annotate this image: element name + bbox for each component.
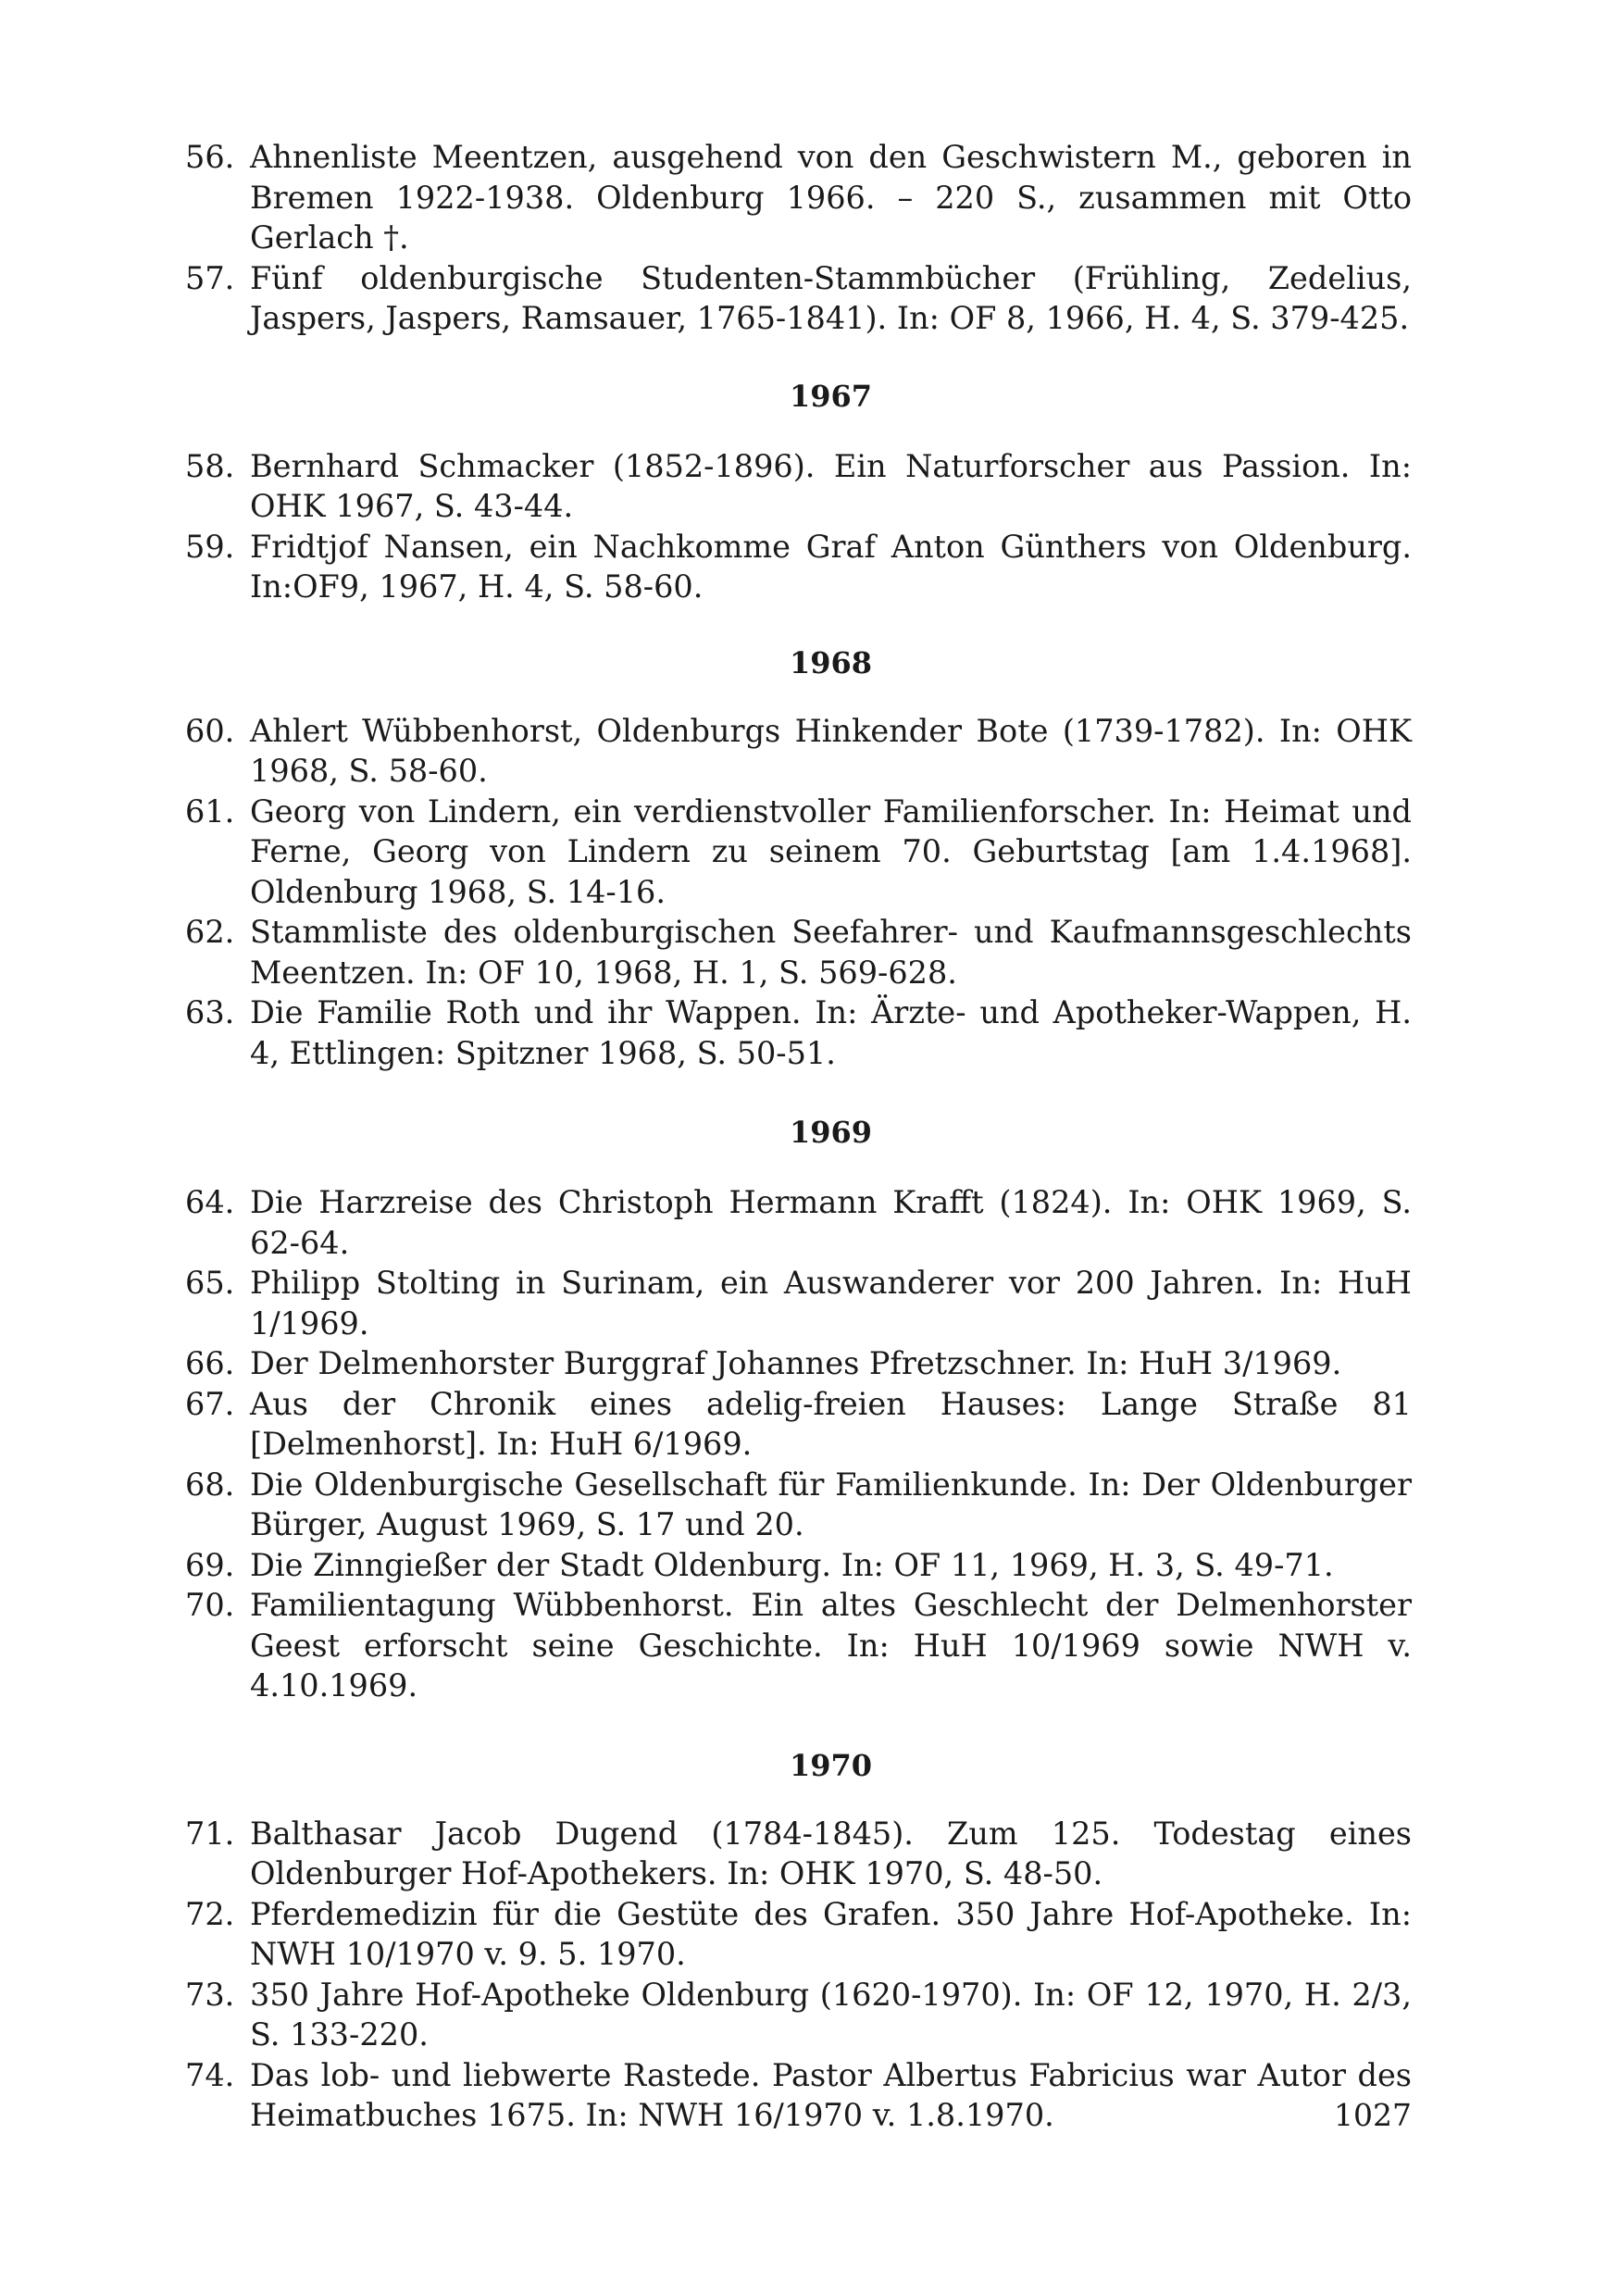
entry-text: Ahlert Wübbenhorst, Oldenburgs Hinkender Bote (1739-1782). In: OHK 1968, S. 58-60. xyxy=(250,712,1412,789)
entry-number: 68. xyxy=(185,1466,235,1503)
entry-text: Balthasar Jacob Dugend (1784-1845). Zum 125. Todestag eines Oldenburger Hof-Apothekers. In: OHK 1970, S. 48-50. xyxy=(250,1815,1412,1891)
entry-number: 60. xyxy=(185,712,235,749)
entry-text: Pferdemedizin für die Gestüte des Grafen. 350 Jahre Hof-Apotheke. In: NWH 10/1970 v. 9. 5. 1970. xyxy=(250,1895,1412,1972)
bibliography-page xyxy=(185,137,1412,2136)
entry-number: 65. xyxy=(185,1265,235,1301)
entry-number: 72. xyxy=(185,1895,235,1932)
entry-text: Die Oldenburgische Gesellschaft für Familienkunde. In: Der Oldenburger Bürger, August 1969, S. 17 und 20. xyxy=(250,1466,1412,1542)
entry-71 xyxy=(185,1814,1412,1894)
entry-number: 70. xyxy=(185,1587,235,1623)
entry-text: Die Zinngießer der Stadt Oldenburg. In: OF 11, 1969, H. 3, S. 49-71. xyxy=(250,1546,1334,1583)
entry-67 xyxy=(185,1384,1412,1465)
entry-number: 62. xyxy=(185,914,235,950)
section-1970 xyxy=(185,1747,1412,2136)
entry-text: Ahnenliste Meentzen, ausgehend von den Geschwistern M., geboren in Bremen 1922-1938. Oldenburg 1966. – 220 S., zusammen mit Otto Gerlach †. xyxy=(250,139,1412,256)
entry-text: Philipp Stolting in Surinam, ein Auswanderer vor 200 Jahren. In: HuH 1/1969. xyxy=(250,1265,1412,1341)
entry-58 xyxy=(185,446,1412,527)
entry-number: 74. xyxy=(185,2056,235,2093)
entry-56 xyxy=(185,137,1412,258)
entry-text: 350 Jahre Hof-Apotheke Oldenburg (1620-1970). In: OF 12, 1970, H. 2/3, S. 133-220. xyxy=(250,1976,1412,2053)
entry-68 xyxy=(185,1465,1412,1545)
entry-73 xyxy=(185,1975,1412,2055)
section-1968 xyxy=(185,644,1412,1074)
section-1967 xyxy=(185,378,1412,607)
entry-60 xyxy=(185,711,1412,792)
entry-63 xyxy=(185,992,1412,1073)
section-continuation xyxy=(185,137,1412,339)
entry-64 xyxy=(185,1182,1412,1263)
entry-70 xyxy=(185,1585,1412,1706)
entry-number: 67. xyxy=(185,1385,235,1422)
entry-62 xyxy=(185,912,1412,992)
entry-text: Aus der Chronik eines adelig-freien Hauses: Lange Straße 81 [Delmenhorst]. In: HuH 6/1969. xyxy=(250,1385,1412,1462)
entry-72 xyxy=(185,1894,1412,1975)
entry-74 xyxy=(185,2055,1412,2136)
entry-number: 58. xyxy=(185,447,235,484)
year-heading: 1970 xyxy=(789,1747,873,1783)
year-heading: 1967 xyxy=(789,378,873,414)
entry-69 xyxy=(185,1545,1412,1586)
entry-59 xyxy=(185,527,1412,607)
entry-text: Georg von Lindern, ein verdienstvoller Familienforscher. In: Heimat und Ferne, Georg von Lindern zu seinem 70. Geburtstag [am 1.4.1968]. Oldenburg 1968, S. 14-16. xyxy=(250,792,1412,910)
entry-65 xyxy=(185,1263,1412,1343)
section-1969 xyxy=(185,1114,1412,1706)
entry-number: 66. xyxy=(185,1345,235,1381)
entry-number: 57. xyxy=(185,259,235,296)
entry-text: Die Familie Roth und ihr Wappen. In: Ärzte- und Apotheker-Wappen, H. 4, Ettlingen: Spitzner 1968, S. 50-51. xyxy=(250,994,1412,1071)
entry-number: 61. xyxy=(185,792,235,830)
entry-61 xyxy=(185,792,1412,913)
entry-number: 63. xyxy=(185,994,235,1030)
entry-66 xyxy=(185,1343,1412,1384)
year-heading: 1968 xyxy=(789,644,873,680)
entry-number: 56. xyxy=(185,139,235,175)
entry-text: Familientagung Wübbenhorst. Ein altes Geschlecht der Delmenhorster Geest erforscht seine Geschichte. In: HuH 10/1969 sowie NWH v. 4.10.1969. xyxy=(250,1587,1412,1703)
entry-text: Fünf oldenburgische Studenten-Stammbücher (Frühling, Zedelius, Jaspers, Jaspers, Ramsauer, 1765-1841). In: OF 8, 1966, H. 4, S. 379-425. xyxy=(250,259,1412,336)
entry-number: 59. xyxy=(185,528,235,565)
entry-text: Fridtjof Nansen, ein Nachkomme Graf Anton Günthers von Oldenburg. In:OF9, 1967, H. 4, S. 58-60. xyxy=(250,528,1412,605)
entry-number: 71. xyxy=(185,1815,235,1852)
entry-number: 64. xyxy=(185,1184,235,1220)
entry-text: Das lob- und liebwerte Rastede. Pastor Albertus Fabricius war Autor des Heimatbuches 1675. In: NWH 16/1970 v. 1.8.1970. xyxy=(250,2056,1412,2133)
entry-text: Die Harzreise des Christoph Hermann Krafft (1824). In: OHK 1969, S. 62-64. xyxy=(250,1184,1412,1261)
entry-text: Bernhard Schmacker (1852-1896). Ein Naturforscher aus Passion. In: OHK 1967, S. 43-44. xyxy=(250,447,1412,524)
page-number: 1027 xyxy=(1334,2097,1412,2133)
entry-57 xyxy=(185,258,1412,339)
entry-number: 73. xyxy=(185,1976,235,2013)
year-heading: 1969 xyxy=(789,1115,873,1150)
entry-text: Der Delmenhorster Burggraf Johannes Pfretzschner. In: HuH 3/1969. xyxy=(250,1345,1342,1381)
entry-number: 69. xyxy=(185,1546,235,1583)
entry-text: Stammliste des oldenburgischen Seefahrer- und Kaufmannsgeschlechts Meentzen. In: OF 10, 1968, H. 1, S. 569-628. xyxy=(250,914,1412,991)
